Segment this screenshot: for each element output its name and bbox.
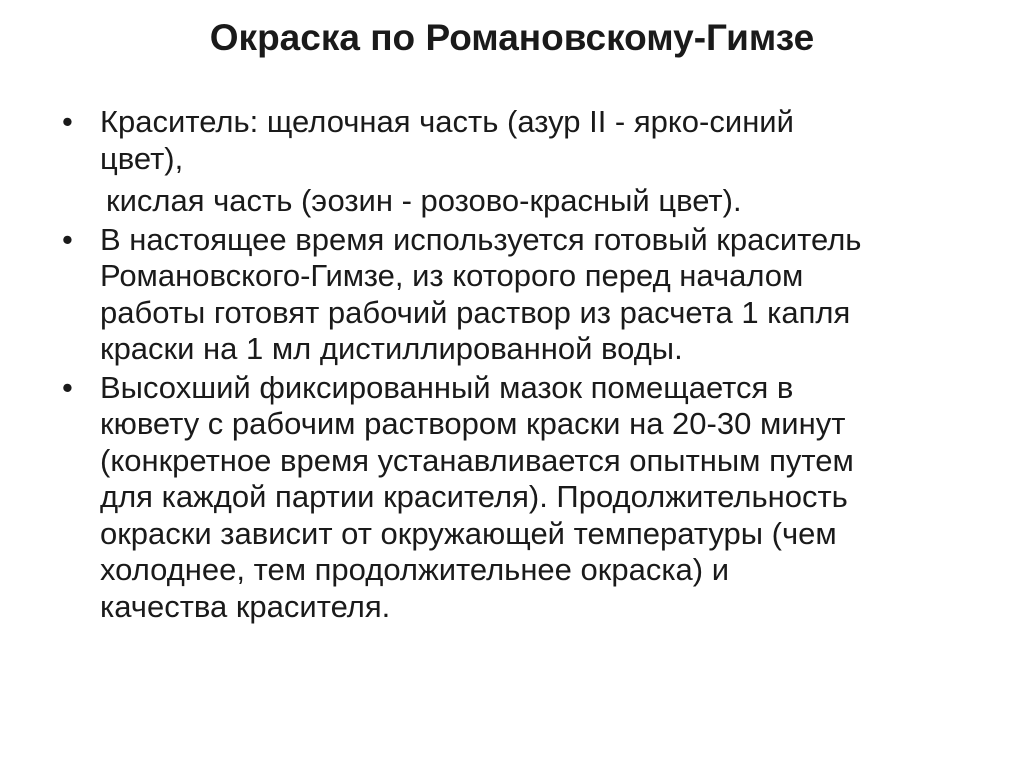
text-line: Романовского-Гимзе, из которого перед началом — [100, 258, 804, 293]
bullet-item-ready-dye — [62, 222, 982, 368]
text-line: цвет), — [100, 140, 184, 176]
bullet-list — [62, 104, 982, 627]
text-line: работы готовят рабочий раствор из расчета 1 капля — [100, 294, 851, 330]
text-line: для каждой партии красителя). Продолжительность — [100, 479, 848, 514]
text-line: кювету с рабочим раствором краски на 20-30 минут — [100, 406, 846, 441]
bullet-icon: • — [62, 104, 73, 139]
text-line: качества красителя. — [100, 588, 391, 624]
bullet-icon: • — [62, 221, 73, 257]
text-line: (конкретное время устанавливается опытным путем — [100, 442, 854, 478]
text-line-indented: кислая часть (эозин - розово-красный цвет). — [106, 183, 742, 218]
bullet-item-smear-procedure — [62, 370, 982, 626]
text-line: Краситель: щелочная часть (азур II - ярко-синий — [100, 104, 794, 139]
bullet-icon: • — [62, 369, 73, 405]
bullet-item-dye — [62, 104, 982, 220]
text-line: В настоящее время используется готовый краситель — [100, 221, 862, 257]
text-line: холоднее, тем продолжительнее окраска) и — [100, 552, 730, 587]
slide-title: Окраска по Романовскому-Гимзе — [209, 17, 815, 58]
text-line: краски на 1 мл дистиллированной воды. — [100, 331, 683, 366]
text-line: Высохший фиксированный мазок помещается в — [100, 369, 794, 405]
text-line: окраски зависит от окружающей температуры (чем — [100, 515, 837, 551]
